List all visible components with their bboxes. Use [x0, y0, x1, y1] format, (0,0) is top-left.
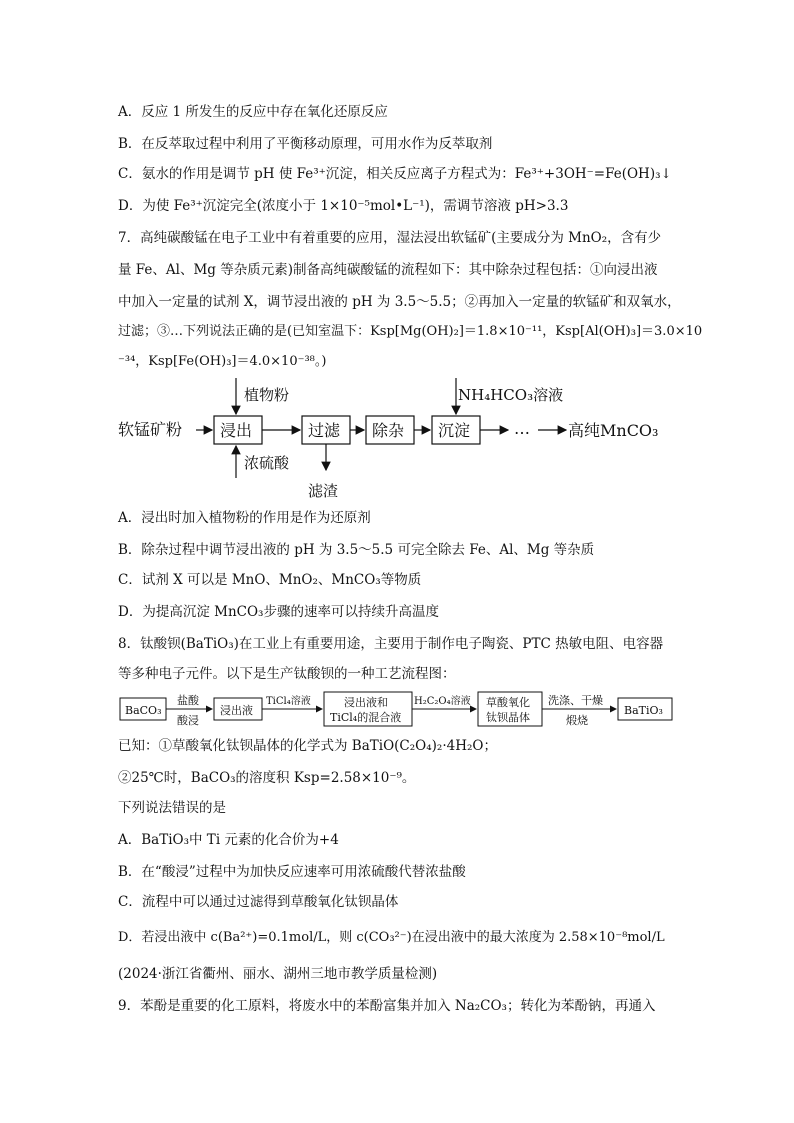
- q7-flow-start: 软锰矿粉: [118, 420, 183, 439]
- svg-text:BaTiO₃: BaTiO₃: [624, 704, 663, 717]
- svg-text:煅烧: 煅烧: [566, 714, 588, 727]
- q9-stem: 9．苯酚是重要的化工原料，将废水中的苯酚富集并加入 Na₂CO₃；转化为苯酚钠，再通入: [118, 998, 656, 1014]
- svg-text:TiCl₄的混合液: TiCl₄的混合液: [330, 711, 402, 724]
- svg-text:酸浸: 酸浸: [177, 714, 199, 727]
- q7-stem-line-1: 7．高纯碳酸锰在电子工业中有着重要的应用，湿法浸出软锰矿(主要成分为 MnO₂，含有少: [118, 230, 662, 246]
- q7-flow-diagram: [110, 370, 690, 502]
- svg-text:钛钡晶体: 钛钡晶体: [486, 711, 530, 724]
- q7-option-c: C．试剂 X 可以是 MnO、MnO₂、MnCO₃等物质: [118, 572, 422, 588]
- q6-option-d: D．为使 Fe³⁺沉淀完全(浓度小于 1×10⁻⁵mol•L⁻¹)，需调节溶液 pH>3.3: [118, 198, 569, 214]
- q8-option-d: D．若浸出液中 c(Ba²⁺)=0.1mol/L，则 c(CO₃²⁻)在浸出液中的最大浓度为 2.58×10⁻⁸mol/L: [118, 930, 665, 945]
- q8-ask: 下列说法错误的是: [118, 800, 226, 816]
- q7-stem-line-2: 量 Fe、Al、Mg 等杂质元素)制备高纯碳酸锰的流程如下：其中除杂过程包括：①向浸出液: [118, 262, 658, 278]
- q7-stem-line-3: 中加入一定量的试剂 X，调节浸出液的 pH 为 3.5～5.5；②再加入一定量的软锰矿和双氧水，: [118, 294, 681, 310]
- q7-stem-line-5: ⁻³⁴，Ksp[Fe(OH)₃]＝4.0×10⁻³⁸。): [118, 354, 327, 369]
- svg-text:TiCl₄溶液: TiCl₄溶液: [266, 696, 311, 707]
- q8-known-1: 已知：①草酸氧化钛钡晶体的化学式为 BaTiO(C₂O₄)₂·4H₂O；: [118, 738, 497, 754]
- q7-add-sulfuric-acid: 浓硫酸: [244, 454, 290, 472]
- q7-option-d: D．为提高沉淀 MnCO₃步骤的速率可以持续升高温度: [118, 604, 439, 620]
- q7-box-leach-label: 浸出: [220, 421, 253, 440]
- q8-option-b: B．在“酸浸”过程中为加快反应速率可用浓硫酸代替浓盐酸: [118, 864, 466, 880]
- q8-known-2: ②25℃时，BaCO₃的溶度积 Ksp=2.58×10⁻⁹。: [118, 770, 416, 786]
- q6-option-c: C．氨水的作用是调节 pH 使 Fe³⁺沉淀，相关反应离子方程式为：Fe³⁺+3OH⁻=Fe(OH)₃↓: [118, 166, 672, 182]
- q8-option-a: A．BaTiO₃中 Ti 元素的化合价为+4: [118, 832, 339, 848]
- q7-box-precipitate-label: 沉淀: [438, 421, 471, 440]
- q7-option-a: A．浸出时加入植物粉的作用是作为还原剂: [118, 510, 371, 526]
- q7-add-plant-powder: 植物粉: [244, 386, 290, 404]
- svg-text:盐酸: 盐酸: [177, 694, 199, 707]
- q7-option-b: B．除杂过程中调节浸出液的 pH 为 3.5～5.5 可完全除去 Fe、Al、Mg 等杂质: [118, 542, 595, 558]
- q8-option-c: C．流程中可以通过过滤得到草酸氧化钛钡晶体: [118, 894, 399, 910]
- q7-flow-end: 高纯MnCO₃: [568, 421, 659, 440]
- q7-filter-residue: 滤渣: [308, 482, 339, 500]
- q8-flow-diagram: [116, 690, 680, 730]
- q7-add-nh4hco3: NH₄HCO₃溶液: [458, 386, 564, 404]
- q7-box-purify-label: 除杂: [372, 421, 405, 440]
- svg-text:洗涤、干燥: 洗涤、干燥: [548, 694, 603, 707]
- q8-stem-line-2: 等多种电子元件。以下是生产钛酸钡的一种工艺流程图：: [118, 666, 456, 682]
- q8-stem-line-1: 8．钛酸钡(BaTiO₃)在工业上有重要用途，主要用于制作电子陶瓷、PTC 热敏电阻、电容器: [118, 636, 664, 652]
- svg-text:浸出液和: 浸出液和: [344, 696, 388, 709]
- q6-option-a: A．反应 1 所发生的反应中存在氧化还原反应: [118, 104, 388, 120]
- svg-text:浸出液: 浸出液: [220, 704, 253, 717]
- q7-box-filter-label: 过滤: [308, 421, 341, 440]
- svg-text:草酸氧化: 草酸氧化: [486, 696, 530, 709]
- source-note: (2024·浙江省衢州、丽水、湖州三地市教学质量检测): [118, 966, 438, 982]
- svg-text:BaCO₃: BaCO₃: [125, 704, 162, 717]
- svg-text:H₂C₂O₄溶液: H₂C₂O₄溶液: [414, 696, 471, 707]
- q7-flow-dots: …: [514, 419, 530, 438]
- q7-stem-line-4: 过滤；③…下列说法正确的是(已知室温下：Ksp[Mg(OH)₂]＝1.8×10⁻¹¹，Ksp[Al(OH)₃]＝3.0×10: [118, 324, 703, 339]
- q6-option-b: B．在反萃取过程中利用了平衡移动原理，可用水作为反萃取剂: [118, 136, 493, 152]
